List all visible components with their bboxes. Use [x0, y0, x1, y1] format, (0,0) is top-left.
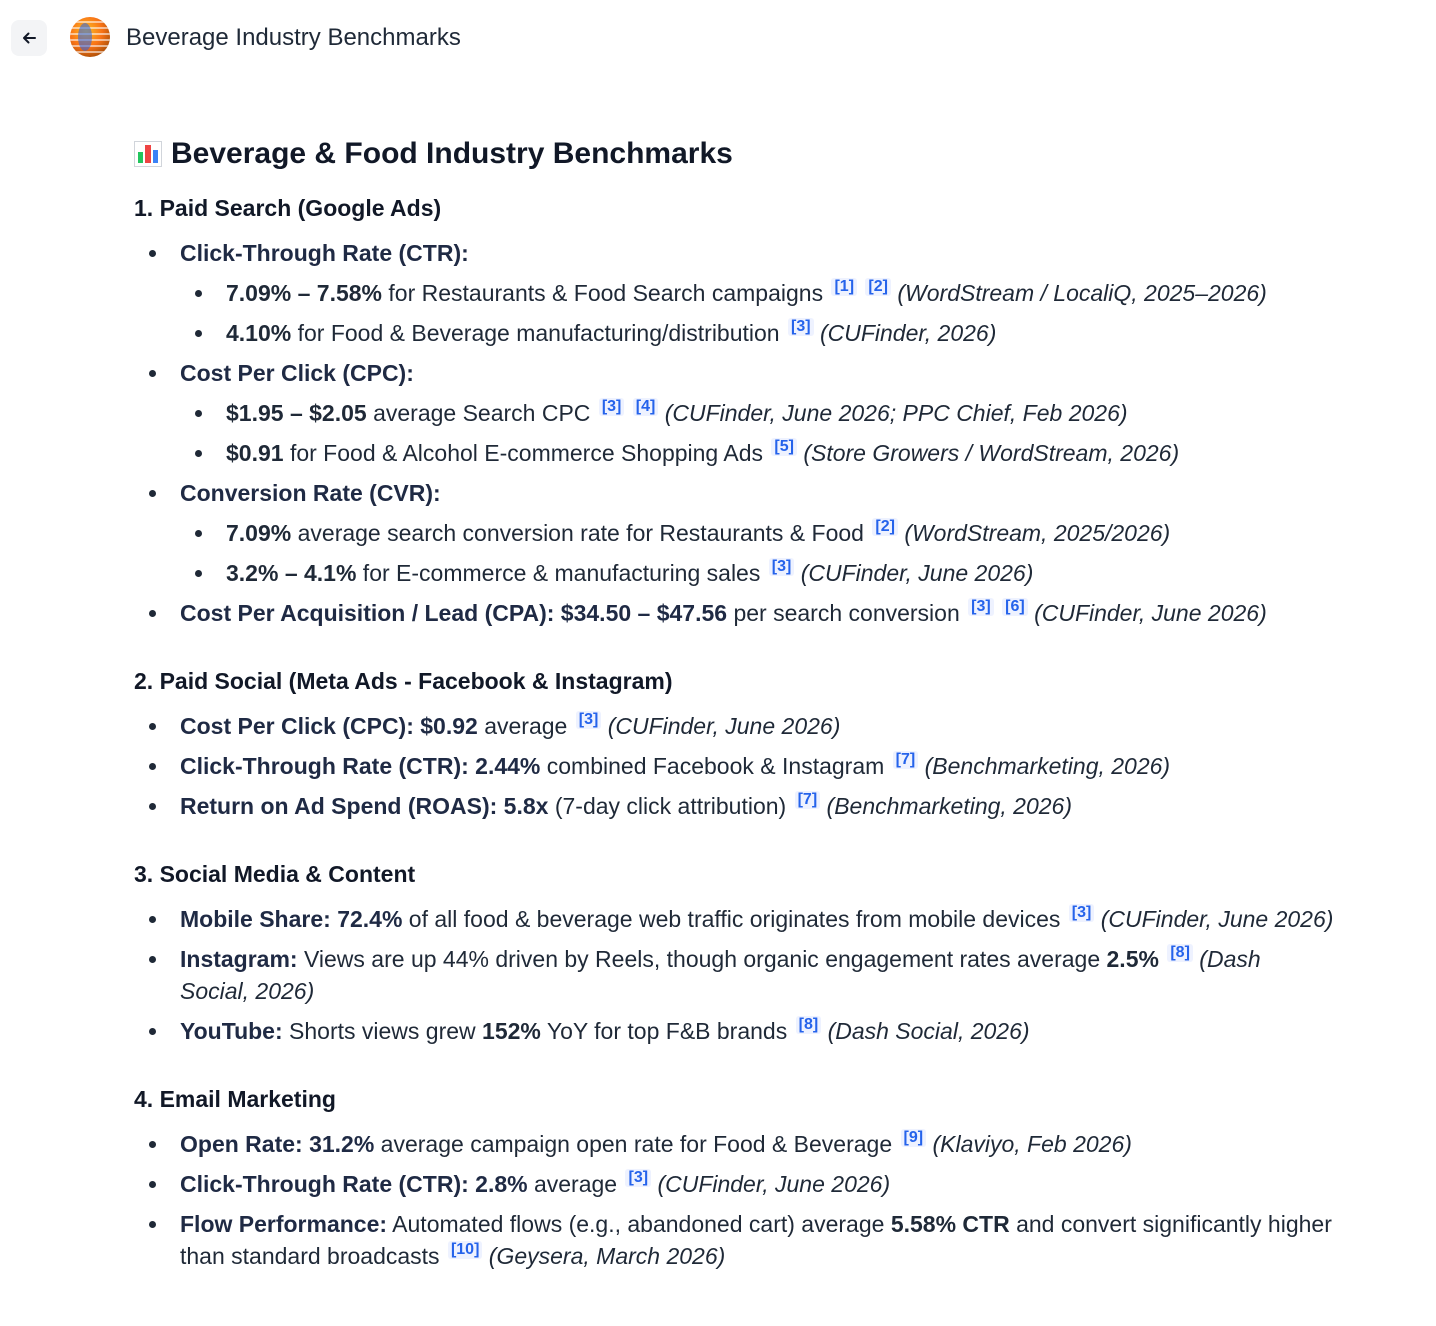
- list-item: [134, 557, 1334, 589]
- section-list-social-media: [134, 903, 1334, 1047]
- metric-text: Views are up 44% driven by Reels, though organic engagement rates average: [297, 946, 1107, 972]
- bar-chart-icon: [134, 141, 162, 167]
- source-text: (Dash Social, 2026): [180, 946, 1261, 1004]
- citation-link[interactable]: [6]: [1002, 598, 1028, 616]
- source-text: (Geysera, March 2026): [488, 1243, 726, 1269]
- metric-value: 7.09% – 7.58%: [226, 280, 383, 306]
- metric-text: for Food & Beverage manufacturing/distribution: [291, 320, 786, 346]
- metric-label: Instagram:: [180, 946, 298, 972]
- citation-link[interactable]: [3]: [576, 711, 602, 729]
- citation-link[interactable]: [1]: [831, 278, 857, 296]
- document-heading: [134, 134, 1334, 174]
- source-text: (WordStream, 2025/2026): [904, 520, 1171, 546]
- metric-label: Cost Per Click (CPC): $0.92: [180, 713, 478, 739]
- source-text: (CUFinder, June 2026): [1100, 906, 1334, 932]
- page-title: Beverage Industry Benchmarks: [126, 24, 461, 51]
- metric-text: of all food & beverage web traffic originates from mobile devices: [402, 906, 1067, 932]
- list-item: [134, 597, 1334, 629]
- section-list-paid-search: [134, 237, 1334, 629]
- list-item: [134, 1168, 1334, 1200]
- source-text: (CUFinder, June 2026): [657, 1171, 891, 1197]
- metric-text: average search conversion rate for Restaurants & Food: [291, 520, 871, 546]
- metric-text: per search conversion: [727, 600, 967, 626]
- source-text: (Store Growers / WordStream, 2026): [803, 440, 1180, 466]
- metric-text: average: [527, 1171, 624, 1197]
- metric-label: Cost Per Click (CPC):: [180, 360, 414, 386]
- arrow-left-icon: [20, 29, 38, 47]
- source-text: (Benchmarketing, 2026): [924, 753, 1171, 779]
- list-item: [134, 1015, 1334, 1047]
- metric-text: and convert significantly higher than standard broadcasts: [180, 1211, 1332, 1269]
- list-item: [134, 357, 1334, 389]
- list-item: [134, 477, 1334, 509]
- section-heading-paid-social: 2. Paid Social (Meta Ads - Facebook & Instagram): [134, 668, 673, 694]
- source-text: (WordStream / LocaliQ, 2025–2026): [897, 280, 1267, 306]
- citation-link[interactable]: [5]: [771, 438, 797, 456]
- metric-label: Flow Performance:: [180, 1211, 388, 1237]
- metric-text: Automated flows (e.g., abandoned cart) average: [387, 1211, 891, 1237]
- metric-label: YouTube:: [180, 1018, 283, 1044]
- citation-link[interactable]: [3]: [1069, 904, 1095, 922]
- source-text: (Klaviyo, Feb 2026): [932, 1131, 1132, 1157]
- citation-link[interactable]: [7]: [795, 791, 821, 809]
- list-item: [134, 943, 1334, 1007]
- source-text: (CUFinder, June 2026): [800, 560, 1034, 586]
- citation-link[interactable]: [8]: [1167, 944, 1193, 962]
- metric-value: $0.91: [226, 440, 284, 466]
- source-text: (CUFinder, June 2026): [607, 713, 841, 739]
- citation-link[interactable]: [2]: [865, 278, 891, 296]
- document-body: [134, 134, 1334, 1272]
- metric-text: Shorts views grew: [282, 1018, 483, 1044]
- citation-link[interactable]: [3]: [968, 598, 994, 616]
- list-item: [134, 903, 1334, 935]
- list-item: [134, 517, 1334, 549]
- section-heading-social-media: 3. Social Media & Content: [134, 861, 416, 887]
- metric-value: $1.95 – $2.05: [226, 400, 367, 426]
- metric-text: for Food & Alcohol E-commerce Shopping Ads: [283, 440, 770, 466]
- citation-link[interactable]: [4]: [633, 398, 659, 416]
- metric-text: average Search CPC: [366, 400, 597, 426]
- section-heading-paid-search: 1. Paid Search (Google Ads): [134, 195, 442, 221]
- section-heading-email-marketing: 4. Email Marketing: [134, 1086, 336, 1112]
- list-item: [134, 237, 1334, 269]
- list-item: [134, 317, 1334, 349]
- metric-text: average: [477, 713, 574, 739]
- metric-text: combined Facebook & Instagram: [540, 753, 891, 779]
- source-text: (Dash Social, 2026): [827, 1018, 1030, 1044]
- section-list-paid-social: [134, 710, 1334, 822]
- citation-link[interactable]: [3]: [599, 398, 625, 416]
- citation-link[interactable]: [2]: [872, 518, 898, 536]
- citation-link[interactable]: [8]: [796, 1016, 822, 1034]
- source-text: (Benchmarketing, 2026): [826, 793, 1073, 819]
- citation-link[interactable]: [3]: [788, 318, 814, 336]
- back-button[interactable]: [11, 20, 47, 56]
- list-item: [134, 750, 1334, 782]
- citation-link[interactable]: [10]: [448, 1241, 482, 1259]
- metric-label: Conversion Rate (CVR):: [180, 480, 441, 506]
- metric-label: Click-Through Rate (CTR): 2.8%: [180, 1171, 528, 1197]
- list-item: [134, 397, 1334, 429]
- metric-label: Click-Through Rate (CTR): 2.44%: [180, 753, 541, 779]
- metric-value: 2.5%: [1106, 946, 1159, 972]
- list-item: [134, 277, 1334, 309]
- list-item: [134, 790, 1334, 822]
- metric-label: Cost Per Acquisition / Lead (CPA): $34.50 – $47.56: [180, 600, 728, 626]
- metric-value: 3.2% – 4.1%: [226, 560, 357, 586]
- metric-text: for E-commerce & manufacturing sales: [356, 560, 767, 586]
- citation-link[interactable]: [9]: [901, 1129, 927, 1147]
- metric-value: 4.10%: [226, 320, 292, 346]
- top-bar: [0, 0, 1436, 76]
- metric-text: for Restaurants & Food Search campaigns: [382, 280, 830, 306]
- list-item: [134, 1208, 1334, 1272]
- citation-link[interactable]: [3]: [769, 558, 795, 576]
- citation-link[interactable]: [3]: [625, 1169, 651, 1187]
- metric-value: 152%: [482, 1018, 541, 1044]
- metric-label: Click-Through Rate (CTR):: [180, 240, 469, 266]
- metric-label: Open Rate: 31.2%: [180, 1131, 375, 1157]
- list-item: [134, 1128, 1334, 1160]
- list-item: [134, 437, 1334, 469]
- metric-label: Return on Ad Spend (ROAS): 5.8x: [180, 793, 549, 819]
- source-text: (CUFinder, June 2026): [1034, 600, 1267, 626]
- metric-text: average campaign open rate for Food & Beverage: [374, 1131, 899, 1157]
- app-logo: [70, 17, 110, 57]
- metric-label: Mobile Share: 72.4%: [180, 906, 403, 932]
- metric-value: 5.58% CTR: [890, 1211, 1010, 1237]
- source-text: (CUFinder, June 2026; PPC Chief, Feb 2026): [664, 400, 1128, 426]
- list-item: [134, 710, 1334, 742]
- metric-text: YoY for top F&B brands: [540, 1018, 794, 1044]
- document-heading-text: Beverage & Food Industry Benchmarks: [171, 137, 733, 170]
- source-text: (CUFinder, 2026): [819, 320, 997, 346]
- metric-text: (7-day click attribution): [548, 793, 793, 819]
- metric-value: 7.09%: [226, 520, 292, 546]
- section-list-email-marketing: [134, 1128, 1334, 1272]
- citation-link[interactable]: [7]: [893, 751, 919, 769]
